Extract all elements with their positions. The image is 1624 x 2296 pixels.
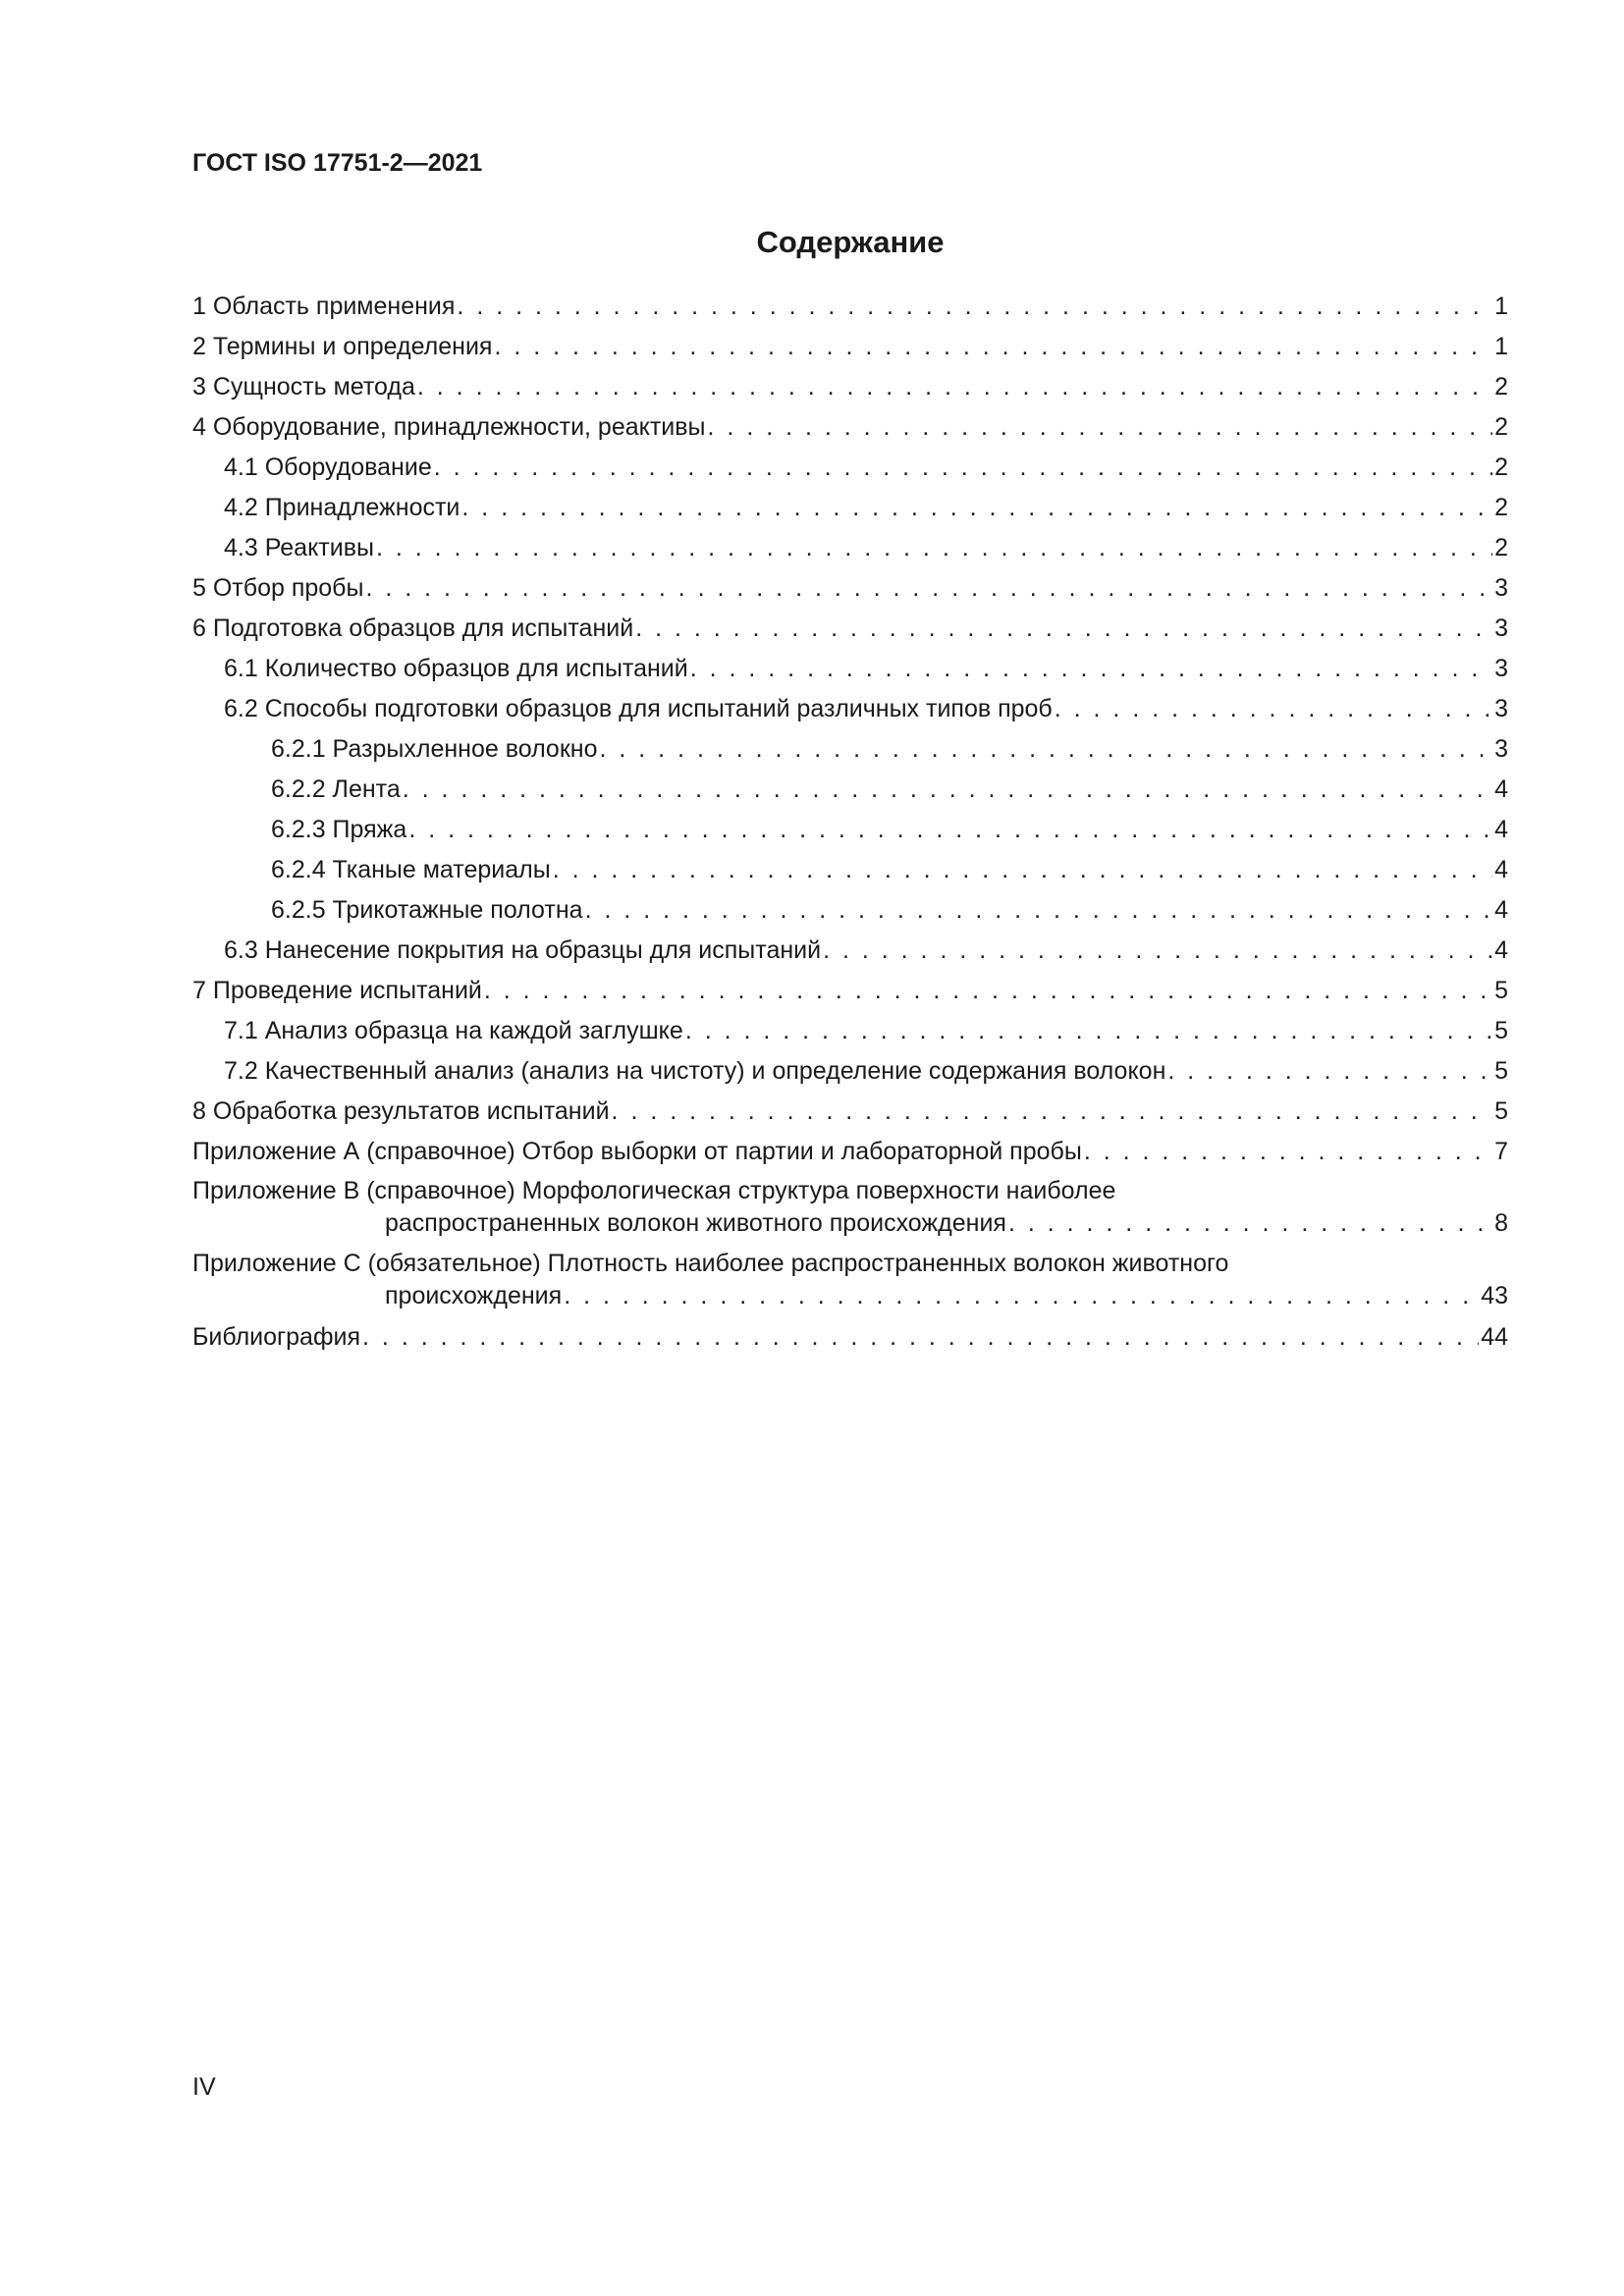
toc-entry-page: 2 — [1494, 534, 1508, 561]
toc-leader-dots — [1084, 1132, 1492, 1172]
toc-entry-label: 6.2.1 Разрыхленное волокно — [271, 735, 598, 763]
toc-entry-bibliography[interactable] — [192, 1317, 1508, 1358]
toc-entry[interactable] — [192, 488, 1508, 528]
toc-entry[interactable] — [192, 890, 1508, 931]
toc-entry[interactable] — [192, 810, 1508, 850]
toc-entry-label: 6.1 Количество образцов для испытаний — [224, 655, 688, 682]
toc-entry-page: 3 — [1494, 695, 1508, 722]
toc-entry[interactable] — [192, 649, 1508, 689]
toc-entry-page: 4 — [1494, 936, 1508, 964]
toc-entry-label: Приложение А (справочное) Отбор выборки от партии и лабораторной пробы — [192, 1138, 1082, 1165]
toc-leader-dots — [408, 810, 1492, 850]
toc-entry-label: 6 Подготовка образцов для испытаний — [192, 614, 634, 642]
toc-entry-page: 5 — [1494, 1017, 1508, 1044]
toc-entry-page: 7 — [1494, 1138, 1508, 1165]
toc-entry-page: 3 — [1494, 614, 1508, 642]
toc-entry-page: 2 — [1494, 494, 1508, 521]
toc-entry-label: 6.2.4 Тканые материалы — [271, 856, 551, 883]
toc-leader-dots — [685, 1011, 1492, 1051]
toc-entry-page: 2 — [1494, 413, 1508, 441]
toc-entry-label: 4.1 Оборудование — [224, 454, 432, 481]
toc-entry-page: 4 — [1494, 775, 1508, 803]
toc-entry-label: Приложение В (справочное) Морфологическая структура поверхности наиболее — [192, 1177, 1116, 1204]
toc-leader-dots — [1055, 689, 1492, 729]
toc-entry[interactable] — [192, 1011, 1508, 1051]
toc-entry[interactable] — [192, 1132, 1508, 1172]
toc-leader-dots — [690, 649, 1492, 689]
toc-leader-dots — [635, 609, 1492, 649]
table-of-contents — [192, 287, 1508, 1358]
toc-entry-page: 3 — [1494, 735, 1508, 763]
toc-entry[interactable] — [192, 1092, 1508, 1132]
toc-leader-dots — [376, 528, 1492, 568]
toc-entry[interactable] — [192, 609, 1508, 649]
toc-leader-dots — [612, 1092, 1493, 1132]
toc-leader-dots — [417, 367, 1492, 407]
toc-entry-label: 1 Область применения — [192, 293, 456, 320]
toc-entry-page: 8 — [1494, 1209, 1508, 1237]
toc-entry-page: 4 — [1494, 856, 1508, 883]
toc-leader-dots — [434, 448, 1492, 488]
toc-entry-continuation — [192, 1280, 1508, 1317]
toc-entry-page: 1 — [1494, 333, 1508, 360]
toc-entry-page: 5 — [1494, 1097, 1508, 1125]
page-number: IV — [192, 2073, 216, 2101]
toc-entry-label: 4.3 Реактивы — [224, 534, 374, 561]
toc-leader-dots — [403, 770, 1492, 810]
toc-entry-continuation — [192, 1207, 1508, 1245]
toc-leader-dots — [362, 1317, 1479, 1358]
toc-entry-label-continued: происхождения — [385, 1282, 563, 1309]
toc-entry[interactable] — [192, 367, 1508, 407]
toc-entry-label: 7.1 Анализ образца на каждой заглушке — [224, 1017, 683, 1044]
toc-leader-dots — [599, 729, 1492, 770]
toc-leader-dots — [823, 931, 1492, 971]
toc-entry-label: 7 Проведение испытаний — [192, 977, 482, 1004]
toc-entry[interactable] — [192, 971, 1508, 1011]
toc-entry[interactable] — [192, 689, 1508, 729]
toc-leader-dots — [1167, 1051, 1492, 1092]
toc-entry-label: 6.3 Нанесение покрытия на образцы для испытаний — [224, 936, 822, 964]
toc-entry-page: 4 — [1494, 816, 1508, 843]
toc-entry-label: 4 Оборудование, принадлежности, реактивы — [192, 413, 706, 441]
toc-entry[interactable] — [192, 568, 1508, 609]
toc-entry-label: Приложение С (обязательное) Плотность наиболее распространенных волокон животного — [192, 1250, 1229, 1277]
toc-entry-label: 5 Отбор пробы — [192, 574, 364, 602]
toc-leader-dots — [1008, 1207, 1492, 1239]
toc-title: Содержание — [756, 225, 945, 259]
toc-leader-dots — [484, 971, 1492, 1011]
toc-entry-label-continued: распространенных волокон животного происхождения — [385, 1209, 1006, 1237]
toc-entry-page: 5 — [1494, 1057, 1508, 1085]
toc-entry-label: 6.2.3 Пряжа — [271, 816, 407, 843]
toc-leader-dots — [457, 287, 1492, 327]
toc-entry-label: 6.2.2 Лента — [271, 775, 401, 803]
toc-entry[interactable] — [192, 729, 1508, 770]
toc-leader-dots — [585, 890, 1493, 931]
toc-entry[interactable] — [192, 407, 1508, 448]
toc-entry-label: 7.2 Качественный анализ (анализ на чистоту) и определение содержания волокон — [224, 1057, 1166, 1085]
toc-entry-label: 2 Термины и определения — [192, 333, 493, 360]
toc-entry[interactable] — [192, 850, 1508, 890]
toc-leader-dots — [365, 568, 1492, 609]
toc-entry-page: 2 — [1494, 454, 1508, 481]
document-code: ГОСТ ISO 17751-2—2021 — [192, 149, 483, 177]
toc-entry-label: 8 Обработка результатов испытаний — [192, 1097, 610, 1125]
toc-entry-page: 2 — [1494, 373, 1508, 400]
toc-leader-dots — [494, 327, 1492, 367]
toc-entry-label: 4.2 Принадлежности — [224, 494, 460, 521]
toc-leader-dots — [553, 850, 1492, 890]
toc-leader-dots — [708, 407, 1493, 448]
toc-entry-label: Библиография — [192, 1323, 361, 1351]
toc-entry[interactable] — [192, 448, 1508, 488]
toc-entry-page: 1 — [1494, 293, 1508, 320]
toc-entry[interactable] — [192, 327, 1508, 367]
toc-entry[interactable] — [192, 1051, 1508, 1092]
toc-entry-page: 5 — [1494, 977, 1508, 1004]
toc-entry[interactable] — [192, 931, 1508, 971]
toc-entry-label: 6.2 Способы подготовки образцов для испытаний различных типов проб — [224, 695, 1053, 722]
toc-entry-label: 3 Сущность метода — [192, 373, 415, 400]
toc-entry-label: 6.2.5 Трикотажные полотна — [271, 896, 583, 924]
toc-leader-dots — [564, 1280, 1479, 1311]
toc-entry-page: 3 — [1494, 574, 1508, 602]
toc-entry-page: 3 — [1494, 655, 1508, 682]
toc-entry[interactable] — [192, 770, 1508, 810]
toc-entry-page: 4 — [1494, 896, 1508, 924]
toc-entry-page: 44 — [1481, 1323, 1508, 1351]
toc-entry-annex-c[interactable] — [192, 1247, 1508, 1317]
toc-leader-dots — [461, 488, 1492, 528]
toc-entry[interactable] — [192, 528, 1508, 568]
toc-entry[interactable] — [192, 287, 1508, 327]
toc-entry-page: 43 — [1481, 1282, 1508, 1309]
toc-entry-annex-b[interactable] — [192, 1174, 1508, 1245]
